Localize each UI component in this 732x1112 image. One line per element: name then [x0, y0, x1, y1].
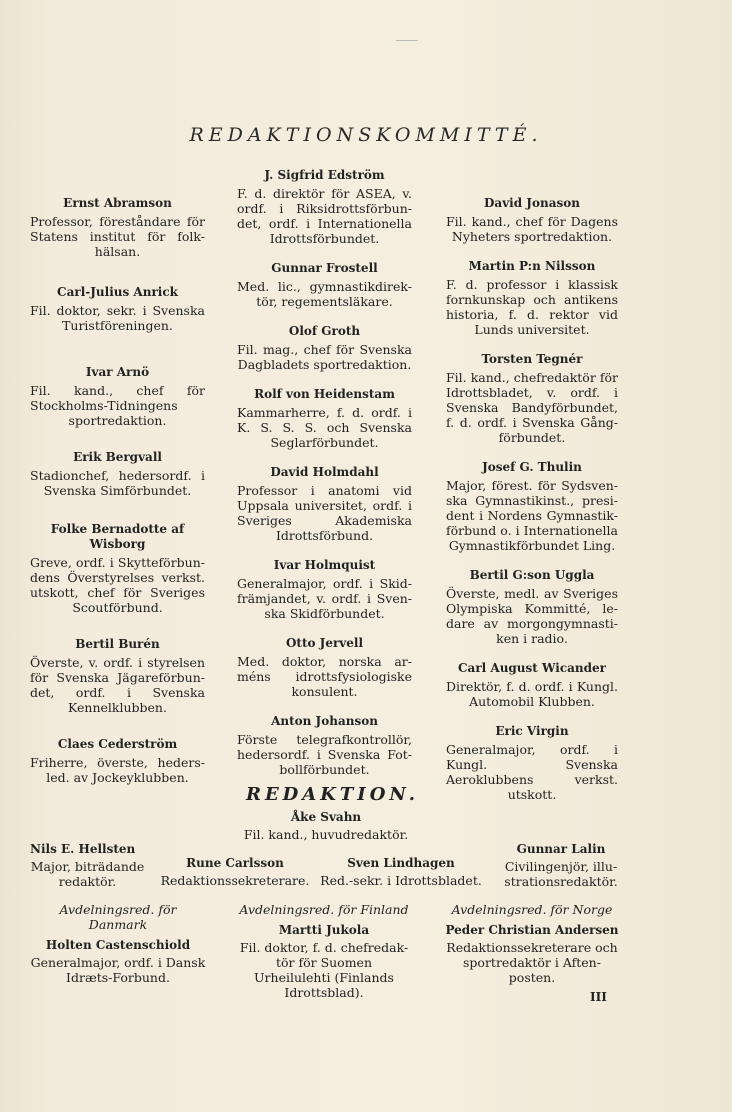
member-entry — [446, 259, 618, 337]
member-name: Holten Castenschiold — [45, 938, 191, 952]
department-heading: Avdelningsred. för Norge — [451, 902, 613, 917]
illustration-editor — [496, 842, 626, 889]
member-desc: Förste telegrafkontrollör, hedersordf. i Svenska Fot-bollförbundet. — [237, 732, 412, 777]
member-entry — [30, 285, 205, 333]
member-name: Anton Johanson — [271, 714, 378, 728]
member-entry — [446, 724, 618, 802]
member-entry — [30, 522, 205, 615]
member-name: Torsten Tegnér — [481, 352, 583, 366]
member-desc: Professor, föreståndare för Statens institut för folk-hälsan. — [30, 214, 205, 259]
member-entry — [446, 460, 618, 553]
member-entry — [237, 261, 412, 309]
member-desc: F. d. direktör för ASEA, v. ordf. i Riksidrottsförbun-det, ordf. i Internationella Idrottsförbundet. — [237, 186, 412, 246]
member-entry — [30, 450, 205, 498]
member-desc: Red.-sekr. i Idrottsbladet. — [320, 873, 482, 888]
member-name: Bertil G:son Uggla — [469, 568, 595, 582]
member-desc: Friherre, överste, heders-led. av Jockeyklubben. — [30, 755, 205, 785]
committee-column-right — [446, 196, 618, 817]
member-name: Ivar Holmquist — [273, 558, 376, 572]
smudge-mark — [396, 40, 418, 41]
member-entry — [237, 324, 412, 372]
department-heading: Avdelningsred. för Finland — [239, 902, 409, 917]
member-name: David Jonason — [484, 196, 580, 210]
member-name: Carl August Wicander — [458, 661, 606, 675]
member-name: Folke Bernadotte af Wisborg — [50, 522, 185, 551]
member-name: Claes Cederström — [57, 737, 178, 751]
department-editor-denmark — [30, 902, 206, 985]
member-desc: Direktör, f. d. ordf. i Kungl. Automobil Klubben. — [446, 679, 618, 709]
member-name: Erik Bergvall — [73, 450, 162, 464]
member-entry — [237, 465, 412, 543]
member-entry — [237, 168, 412, 246]
member-desc: Professor i anatomi vid Uppsala universitet, ordf. i Sveriges Akademiska Idrottsförbund. — [237, 483, 412, 543]
member-desc: Kammarherre, f. d. ordf. i K. S. S. S. och Svenska Seglarförbundet. — [237, 405, 412, 450]
member-desc: Major, biträdande redaktör. — [30, 859, 145, 889]
member-name: Gunnar Frostell — [271, 261, 378, 275]
member-entry — [237, 387, 412, 450]
member-name: Åke Svahn — [290, 810, 362, 824]
member-desc: Stadionchef, hedersordf. i Svenska Simförbundet. — [30, 468, 205, 498]
member-name: Nils E. Hellsten — [30, 842, 136, 856]
member-desc: Med. doktor, norska ar-méns idrottsfysiologiske konsulent. — [237, 654, 412, 699]
committee-column-left — [30, 196, 205, 807]
member-desc: Fil. kand., huvudredaktör. — [243, 827, 409, 842]
member-desc: Med. lic., gymnastikdirek-tör, regementsläkare. — [237, 279, 412, 309]
department-editor-finland — [236, 902, 412, 1000]
department-editor-norway — [444, 902, 620, 985]
member-name: Gunnar Lalin — [516, 842, 606, 856]
member-name: Martin P:n Nilsson — [468, 259, 596, 273]
page-title: REDAKTIONSKOMMITTÉ. — [189, 124, 543, 146]
member-entry — [237, 636, 412, 699]
member-entry — [30, 365, 205, 428]
member-entry — [446, 661, 618, 709]
member-name: Josef G. Thulin — [482, 460, 582, 474]
member-entry — [30, 737, 205, 785]
member-desc: Överste, medl. av Sveriges Olympiska Kommitté, le-dare av morgongymnasti-ken i radio. — [446, 586, 618, 646]
member-name: Otto Jervell — [285, 636, 364, 650]
member-name: Martti Jukola — [278, 923, 370, 937]
editor-in-chief — [226, 810, 426, 842]
member-name: J. Sigfrid Edström — [264, 168, 385, 182]
member-desc: Redaktionssekreterare och sportredaktör i Aften-posten. — [446, 940, 618, 985]
member-desc: Generalmajor, ordf. i Kungl. Svenska Aeroklubbens verkst. utskott. — [446, 742, 618, 802]
member-desc: Fil. kand., chef för Stockholms-Tidningens sportredaktion. — [30, 383, 205, 428]
member-entry — [446, 196, 618, 244]
department-heading: Avdelningsred. för Danmark — [59, 902, 177, 932]
member-name: Olof Groth — [288, 324, 361, 338]
member-desc: F. d. professor i klassisk fornkunskap och antikens historia, f. d. rektor vid Lunds universitet. — [446, 277, 618, 337]
member-desc: Greve, ordf. i Skytteförbun-dens Överstyrelses verkst. utskott, chef för Sveriges Scoutförbund. — [30, 555, 205, 615]
member-name: Sven Lindhagen — [347, 856, 455, 870]
secretary-lindhagen — [316, 856, 486, 888]
member-name: Eric Virgin — [495, 724, 569, 738]
member-desc: Fil. doktor, f. d. chefredak-tör för Suomen Urheilulehti (Finlands Idrottsblad). — [239, 940, 409, 1000]
member-entry — [237, 714, 412, 777]
redaktion-title: REDAKTION. — [246, 784, 419, 805]
member-desc: Redaktionssekreterare. — [160, 873, 310, 888]
committee-column-middle — [237, 168, 412, 792]
member-name: Ernst Abramson — [63, 196, 172, 210]
member-desc: Fil. doktor, sekr. i Svenska Turistföreningen. — [30, 303, 205, 333]
member-name: David Holmdahl — [270, 465, 379, 479]
member-name: Bertil Burén — [75, 637, 160, 651]
member-name: Carl-Julius Anrick — [57, 285, 178, 299]
member-desc: Fil. mag., chef för Svenska Dagbladets sportredaktion. — [237, 342, 412, 372]
member-desc: Major, förest. för Sydsven-ska Gymnastikinst., presi-dent i Nordens Gymnastik-förbund o. i Internationella Gymnastikförbundet Ling. — [446, 478, 618, 553]
member-name: Peder Christian Andersen — [445, 923, 619, 937]
member-desc: Civilingenjör, illu-strationsredaktör. — [504, 859, 618, 889]
member-entry — [30, 196, 205, 259]
member-entry — [237, 558, 412, 621]
member-name: Rolf von Heidenstam — [254, 387, 395, 401]
member-desc: Överste, v. ordf. i styrelsen för Svenska Jägareförbun-det, ordf. i Svenska Kennelklubben. — [30, 655, 205, 715]
page-number: III — [590, 990, 607, 1004]
member-desc: Fil. kand., chefredaktör för Idrottsbladet, v. ordf. i Svenska Bandyförbundet, f. d. ordf. i Svenska Gång-förbundet. — [446, 370, 618, 445]
member-name: Ivar Arnö — [85, 365, 150, 379]
member-entry — [446, 568, 618, 646]
member-name: Rune Carlsson — [186, 856, 284, 870]
member-desc: Fil. kand., chef för Dagens Nyheters sportredaktion. — [446, 214, 618, 244]
assistant-editor — [30, 842, 150, 889]
member-entry — [30, 637, 205, 715]
member-entry — [446, 352, 618, 445]
secretary-carlsson — [160, 856, 310, 888]
member-desc: Generalmajor, ordf. i Skid-främjandet, v. ordf. i Sven-ska Skidförbundet. — [237, 576, 412, 621]
member-desc: Generalmajor, ordf. i Dansk Idræts-Forbund. — [30, 955, 206, 985]
